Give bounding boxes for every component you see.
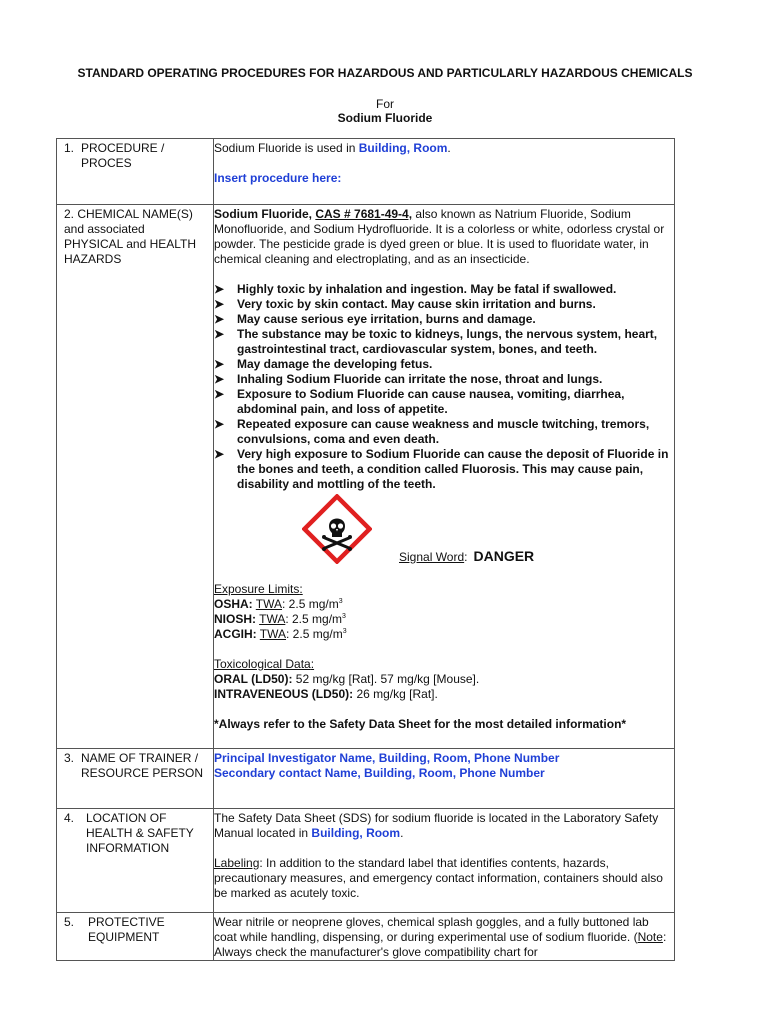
hazard-item bbox=[214, 282, 674, 297]
signal-word-colon: : bbox=[464, 550, 468, 564]
hazard-text: Repeated exposure can cause weakness and muscle twitching, tremors, convulsions, coma and even death. bbox=[237, 417, 650, 446]
sds-location bbox=[214, 809, 674, 841]
arrow-bullet-icon: ➤ bbox=[214, 282, 225, 296]
primary-contact: Principal Investigator Name, Building, Room, Phone Number bbox=[214, 751, 560, 765]
procedure-suffix: . bbox=[447, 141, 451, 155]
arrow-bullet-icon: ➤ bbox=[214, 312, 225, 326]
exposure-unit-sup: 3 bbox=[342, 628, 347, 635]
hazard-item bbox=[214, 447, 674, 492]
chemical-label: 2. CHEMICAL NAME(S) and associated PHYSICAL and HEALTH HAZARDS bbox=[64, 207, 197, 266]
tox-row bbox=[214, 672, 674, 687]
ppe-content-cell bbox=[214, 913, 675, 961]
trainer-label-cell bbox=[57, 749, 214, 809]
exposure-value: : 2.5 mg/m bbox=[285, 612, 343, 626]
arrow-bullet-icon: ➤ bbox=[214, 417, 225, 431]
exposure-unit-sup: 3 bbox=[342, 613, 346, 620]
hazard-item bbox=[214, 327, 674, 357]
hazard-text: Inhaling Sodium Fluoride can irritate the nose, throat and lungs. bbox=[237, 372, 603, 386]
hazard-text: Highly toxic by inhalation and ingestion. May be fatal if swallowed. bbox=[237, 282, 617, 296]
trainer-row bbox=[57, 749, 675, 809]
exposure-agency: OSHA: bbox=[214, 597, 253, 611]
exposure-type: TWA bbox=[259, 612, 286, 626]
arrow-bullet-icon: ➤ bbox=[214, 387, 225, 401]
secondary-contact: Secondary contact Name, Building, Room, Phone Number bbox=[214, 766, 545, 780]
labeling-paragraph bbox=[214, 856, 674, 901]
location-label-cell bbox=[57, 809, 214, 913]
procedure-text: Sodium Fluoride is used in bbox=[214, 141, 359, 155]
exposure-limits-list bbox=[214, 597, 674, 642]
chemical-name: Sodium Fluoride, bbox=[214, 207, 316, 221]
tox-list bbox=[214, 672, 674, 702]
exposure-agency: NIOSH: bbox=[214, 612, 256, 626]
signal-word-line bbox=[399, 548, 534, 564]
sop-table bbox=[56, 138, 675, 961]
sds-suffix: . bbox=[400, 826, 404, 840]
hazard-text: May cause serious eye irritation, burns and damage. bbox=[237, 312, 536, 326]
arrow-bullet-icon: ➤ bbox=[214, 357, 225, 371]
exposure-unit-sup: 3 bbox=[338, 598, 343, 605]
always-refer-note: *Always refer to the Safety Data Sheet for the most detailed information* bbox=[214, 717, 627, 731]
procedure-label-cell bbox=[57, 139, 214, 205]
cas-number: CAS # 7681-49-4, bbox=[315, 207, 413, 221]
arrow-bullet-icon: ➤ bbox=[214, 447, 225, 461]
chemical-label-cell bbox=[57, 205, 214, 749]
ghs-area bbox=[214, 492, 674, 562]
tox-value: 52 mg/kg [Rat]. 57 mg/kg [Mouse]. bbox=[292, 672, 480, 686]
exposure-type: TWA bbox=[259, 627, 287, 641]
ppe-label: PROTECTIVE EQUIPMENT bbox=[88, 915, 165, 944]
procedure-location: Building, Room bbox=[358, 141, 448, 155]
for-label: For bbox=[376, 97, 394, 111]
chemical-row bbox=[57, 205, 675, 749]
tox-route: ORAL (LD50): bbox=[214, 672, 293, 686]
hazard-text: The substance may be toxic to kidneys, lungs, the nervous system, heart, gastrointestinal tract, cardiovascular system, bones, and teeth. bbox=[237, 327, 658, 356]
trainer-label: NAME OF TRAINER / RESOURCE PERSON bbox=[81, 751, 204, 780]
location-label-num: 4. bbox=[64, 811, 75, 825]
exposure-limit-row bbox=[214, 597, 674, 612]
exposure-type: TWA bbox=[255, 597, 283, 611]
exposure-value: : 2.5 mg/m bbox=[282, 597, 339, 611]
trainer-content-cell bbox=[214, 749, 675, 809]
hazard-text: Exposure to Sodium Fluoride can cause nausea, vomiting, diarrhea, abdominal pain, and loss of appetite. bbox=[237, 387, 625, 416]
ppe-text-suffix: : Always check the manufacturer's glove compatibility chart for bbox=[214, 930, 667, 959]
hazard-item bbox=[214, 387, 674, 417]
exposure-value: : 2.5 mg/m bbox=[286, 627, 343, 641]
document-title: STANDARD OPERATING PROCEDURES FOR HAZARDOUS AND PARTICULARLY HAZARDOUS CHEMICALS bbox=[77, 66, 693, 80]
exposure-limits-title-text: Exposure Limits bbox=[214, 582, 300, 596]
exposure-limits-title: Exposure Limits: bbox=[214, 582, 303, 596]
chemical-title: Sodium Fluoride bbox=[337, 111, 433, 125]
sds-text: The Safety Data Sheet (SDS) for sodium fluoride is located in the Laboratory Safety Manual located in bbox=[214, 811, 659, 840]
ppe-label-cell bbox=[57, 913, 214, 961]
procedure-content-cell bbox=[214, 139, 675, 205]
hazard-item bbox=[214, 297, 674, 312]
hazard-text: May damage the developing fetus. bbox=[237, 357, 433, 371]
signal-word: DANGER bbox=[473, 548, 535, 564]
arrow-bullet-icon: ➤ bbox=[214, 327, 225, 341]
hazard-item bbox=[214, 357, 674, 372]
hazard-item bbox=[214, 372, 674, 387]
ppe-row bbox=[57, 913, 675, 961]
procedure-row bbox=[57, 139, 675, 205]
procedure-line bbox=[214, 139, 674, 156]
chemical-description-text: also known as Natrium Fluoride, Sodium Monofluoride, and Sodium Hydrofluoride. It is a colorless or white, odorless crystal or powder. The pesticide grade is dyed green or blue. It is used to fluoridate water, in chemical cleaning and electroplating, and as an insecticide. bbox=[214, 207, 665, 266]
procedure-label: PROCEDURE / PROCES bbox=[81, 141, 165, 170]
sds-building-room: Building, Room bbox=[311, 826, 401, 840]
labeling-text: : In addition to the standard label that identifies contents, hazards, precautionary measures, and emergency contact information, containers should also be marked as acutely toxic. bbox=[214, 856, 663, 900]
tox-value: 26 mg/kg [Rat]. bbox=[353, 687, 438, 701]
hazard-list bbox=[214, 282, 674, 492]
skull-crossbones-icon bbox=[302, 494, 372, 564]
hazard-item bbox=[214, 312, 674, 327]
labeling-title: Labeling bbox=[214, 856, 260, 870]
hazard-text: Very high exposure to Sodium Fluoride can cause the deposit of Fluoride in the bones and teeth, a condition called Fluorosis. This may cause pain, disability and mottling of the teeth. bbox=[237, 447, 669, 491]
tox-title: Toxicological Data: bbox=[214, 657, 315, 671]
exposure-limit-row bbox=[214, 627, 674, 642]
hazard-text: Very toxic by skin contact. May cause skin irritation and burns. bbox=[237, 297, 596, 311]
ppe-label-num: 5. bbox=[64, 915, 75, 929]
chemical-description bbox=[214, 205, 674, 267]
location-row bbox=[57, 809, 675, 913]
ppe-note-label: Note bbox=[637, 930, 663, 944]
tox-route: INTRAVENEOUS (LD50): bbox=[214, 687, 354, 701]
ppe-text-main: Wear nitrile or neoprene gloves, chemical splash goggles, and a fully buttoned lab coat while handling, dispensing, or during experimental use of sodium fluoride. ( bbox=[214, 915, 649, 944]
signal-word-label: Signal Word bbox=[399, 550, 465, 564]
exposure-limit-row bbox=[214, 612, 674, 627]
exposure-agency: ACGIH: bbox=[214, 627, 257, 641]
chemical-content-cell bbox=[214, 205, 675, 749]
arrow-bullet-icon: ➤ bbox=[214, 372, 225, 386]
hazard-item bbox=[214, 417, 674, 447]
procedure-label-num: 1. bbox=[64, 141, 75, 155]
tox-row bbox=[214, 687, 674, 702]
location-label: LOCATION OF HEALTH & SAFETY INFORMATION bbox=[86, 811, 194, 855]
trainer-label-num: 3. bbox=[64, 751, 75, 765]
location-content-cell bbox=[214, 809, 675, 913]
insert-procedure: Insert procedure here: bbox=[214, 171, 342, 185]
arrow-bullet-icon: ➤ bbox=[214, 297, 225, 311]
tox-title-text: Toxicological Data bbox=[214, 657, 311, 671]
ppe-text bbox=[214, 913, 674, 960]
